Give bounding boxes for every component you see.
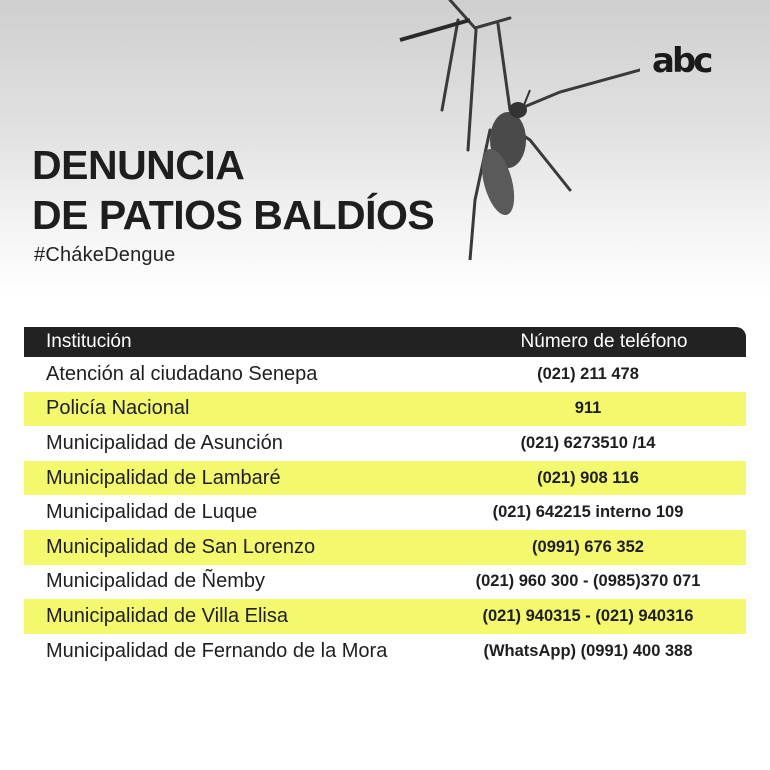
table-row <box>24 530 746 565</box>
institution-cell: Municipalidad de Ñemby <box>46 570 266 593</box>
institution-cell: Policía Nacional <box>46 397 190 420</box>
institution-cell: Municipalidad de Luque <box>46 501 258 524</box>
phone-cell: (021) 211 478 <box>537 364 639 383</box>
institution-cell: Municipalidad de San Lorenzo <box>46 535 316 558</box>
institution-cell: Atención al ciudadano Senepa <box>46 362 318 385</box>
table-row <box>24 357 746 392</box>
phone-cell: (021) 960 300 - (0985)370 071 <box>475 572 701 591</box>
table-row <box>24 634 746 669</box>
institution-cell: Municipalidad de Villa Elisa <box>46 604 288 627</box>
table-header <box>24 327 746 357</box>
phone-cell: (021) 908 116 <box>537 468 639 487</box>
abc-logo: abc <box>652 41 711 81</box>
institution-cell: Municipalidad de Fernando de la Mora <box>46 639 388 662</box>
header-institution: Institución <box>46 331 132 352</box>
institution-cell: Municipalidad de Lambaré <box>46 466 281 489</box>
title-line-1: DENUNCIA <box>32 142 245 188</box>
phone-cell: (021) 6273510 /14 <box>520 433 656 452</box>
table-row <box>24 495 746 530</box>
table-row <box>24 461 746 496</box>
phone-cell: (021) 642215 interno 109 <box>492 503 684 522</box>
phone-table <box>24 327 746 668</box>
phone-cell: (021) 940315 - (021) 940316 <box>482 606 694 625</box>
phone-cell: 911 <box>574 399 602 418</box>
table-row <box>24 392 746 427</box>
table-row <box>24 599 746 634</box>
title-line-2: DE PATIOS BALDÍOS <box>32 192 435 238</box>
phone-cell: (0991) 676 352 <box>532 537 644 556</box>
phone-cell: (WhatsApp) (0991) 400 388 <box>483 641 693 660</box>
header-phone: Número de teléfono <box>520 331 688 352</box>
institution-cell: Municipalidad de Asunción <box>46 431 283 454</box>
table-row <box>24 426 746 461</box>
hashtag: #ChákeDengue <box>34 244 176 266</box>
hero-background <box>0 0 770 300</box>
page-title <box>32 140 434 240</box>
table-row <box>24 565 746 600</box>
